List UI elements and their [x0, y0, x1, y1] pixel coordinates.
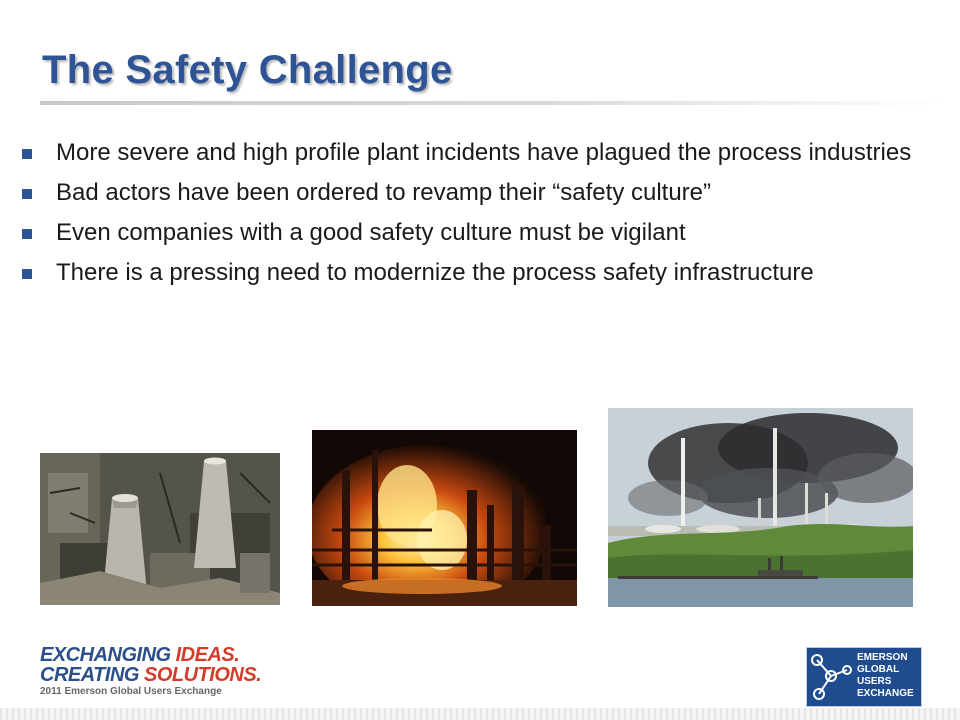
bullet-text: Bad actors have been ordered to revamp their “safety culture” [56, 179, 712, 206]
slide-title: The Safety Challenge [42, 48, 453, 92]
title-underline [40, 101, 945, 105]
bullet-square-icon [22, 149, 32, 159]
refinery-smoke-photo [608, 408, 913, 607]
refinery-fire-illustration [312, 430, 577, 606]
damaged-plant-illustration [40, 453, 280, 605]
refinery-smoke-illustration [608, 408, 913, 607]
logo-word-ideas: IDEAS. [175, 644, 240, 666]
bullet-item [22, 258, 927, 288]
damaged-plant-photo [40, 453, 280, 605]
bullet-square-icon [22, 269, 32, 279]
logo-word-emerson: EMERSON [857, 652, 908, 663]
network-nodes-icon [807, 648, 855, 706]
bullet-item [22, 138, 927, 168]
logo-tagline-line2 [40, 665, 280, 685]
bullet-square-icon [22, 189, 32, 199]
bullet-text: More severe and high profile plant incidents have plagued the process industries [56, 139, 912, 166]
logo-word-exchanging: EXCHANGING [40, 644, 176, 666]
bullet-text: There is a pressing need to modernize the process safety infrastructure [56, 259, 814, 286]
logo-word-exchange: EXCHANGE [857, 688, 914, 699]
bottom-decorative-band [0, 708, 960, 720]
emerson-logo-text [857, 652, 914, 700]
bullet-square-icon [22, 229, 32, 239]
logo-word-solutions: SOLUTIONS. [144, 664, 262, 686]
bullet-item [22, 218, 927, 248]
logo-word-users: USERS [857, 676, 892, 687]
exchanging-ideas-logo [40, 644, 280, 697]
bullet-item [22, 178, 927, 208]
emerson-global-users-exchange-logo [806, 647, 922, 707]
logo-word-creating: CREATING [40, 664, 145, 686]
refinery-fire-photo [312, 430, 577, 606]
logo-event-name: 2011 Emerson Global Users Exchange [40, 686, 222, 697]
bullet-text: Even companies with a good safety culture must be vigilant [56, 219, 686, 246]
logo-tagline-line1 [40, 645, 280, 665]
bullet-list [22, 138, 927, 298]
logo-word-global: GLOBAL [857, 664, 900, 675]
